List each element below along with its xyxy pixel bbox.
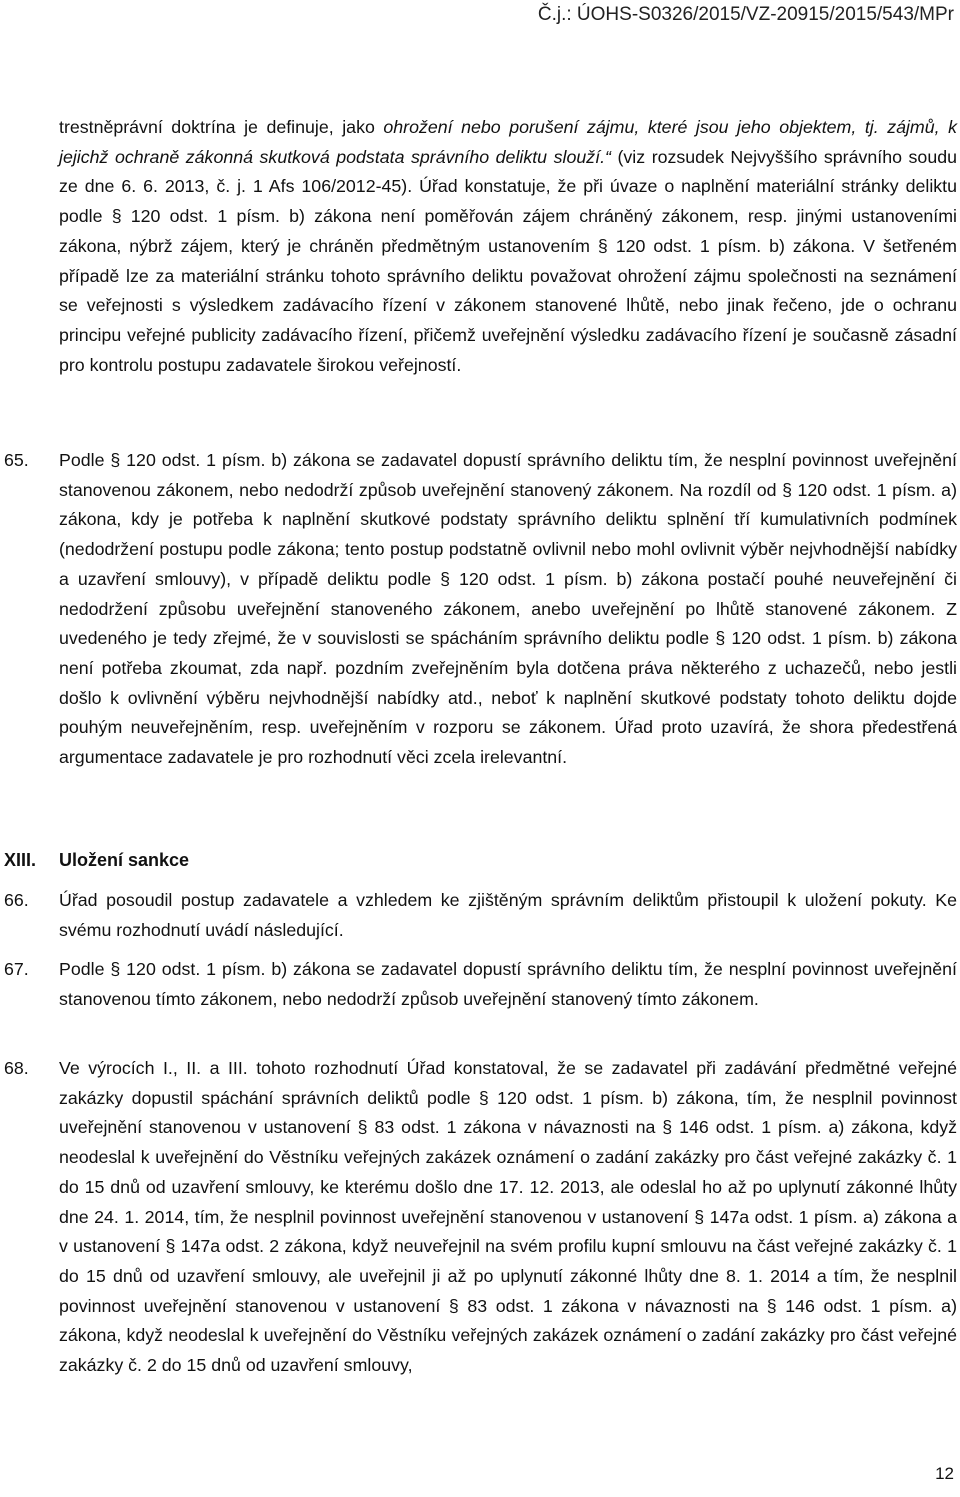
page-number: 12 xyxy=(935,1464,954,1483)
section-number: XIII. xyxy=(4,850,37,870)
paragraph-68: Ve výrocích I., II. a III. tohoto rozhodnutí Úřad konstatoval, že se zadavatel při zadávání předmětné veřejné zakázky dopustil spáchání správních deliktů podle § 120 odst. 1 písm. b) zákona, tím, že nesplnil povinnost uveřejnění stanovenou v ustanovení § 83 odst. 1 zákona v návaznosti na § 146 odst. 1 písm. a) zákona, když neodeslal k uveřejnění do Věstníku veřejných zakázek oznámení o zadání zakázky pro část veřejné zakázky č. 1 do 15 dnů od uzavření smlouvy, ke kterému došlo dne 17. 12. 2013, ale odeslal ho až po uplynutí zákonné lhůty dne 24. 1. 2014, tím, že nesplnil povinnost uveřejnění stanovenou v ustanovení § 147a odst. 1 písm. a) zákona a v ustanovení § 147a odst. 2 zákona, když neuveřejnil na svém profilu kupní smlouvu na část veřejné zakázky č. 1 do 15 dnů od uzavření smlouvy, ale uveřejnil ji až po uplynutí zákonné lhůty dne 8. 1. 2014 a tím, že nesplnil povinnost uveřejnění stanovenou v ustanovení § 83 odst. 1 zákona v návaznosti na § 146 odst. 1 písm. a) zákona, když neodeslal k uveřejnění do Věstníku veřejných zakázek oznámení o zadání zakázky pro část veřejné zakázky č. 2 do 15 dnů od uzavření smlouvy, xyxy=(59,1058,957,1376)
paragraph-66: Úřad posoudil postup zadavatele a vzhledem ke zjištěným správním deliktům přistoupil k uložení pokuty. Ke svému rozhodnutí uvádí následující. xyxy=(59,890,957,940)
continuation-paragraph xyxy=(59,113,957,380)
paragraph-67: Podle § 120 odst. 1 písm. b) zákona se zadavatel dopustí správního deliktu tím, že nesplní povinnost uveřejnění stanovenou tímto zákonem, nebo nedodrží způsob uveřejnění stanovený tímto zákonem. xyxy=(59,959,957,1009)
paragraph-number-67: 67. xyxy=(4,959,29,979)
paragraph-65: Podle § 120 odst. 1 písm. b) zákona se zadavatel dopustí správního deliktu tím, že nesplní povinnost uveřejnění stanovenou zákonem, nebo nedodrží způsob uveřejnění stanovený zákonem. Na rozdíl od § 120 odst. 1 písm. a) zákona, kdy je potřeba k naplnění skutkové podstaty správního deliktu splnění tří kumulativních podmínek (nedodržení postupu podle zákona; tento postup podstatně ovlivnil nebo mohl ovlivnit výběr nejvhodnější nabídky a uzavření smlouvy), v případě deliktu podle § 120 odst. 1 písm. b) zákona postačí pouhé neuveřejnění či nedodržení způsobu uveřejnění stanoveného zákonem, anebo uveřejnění po lhůtě stanovené zákonem. Z uvedeného je tedy zřejmé, že v souvislosti se spácháním správního deliktu podle § 120 odst. 1 písm. b) zákona není potřeba zkoumat, zda např. pozdním zveřejněním byla dotčena práva některého z uchazečů, nebo jestli došlo k ovlivnění výběru nejvhodnější nabídky atd., neboť k naplnění skutkové podstaty tohoto deliktu dojde pouhým neuveřejněním, resp. uveřejněním v rozporu se zákonem. Úřad proto uzavírá, že shora předestřená argumentace zadavatele je pro rozhodnutí věci zcela irelevantní. xyxy=(59,450,957,768)
paragraph-number-68: 68. xyxy=(4,1058,29,1078)
document-reference: Č.j.: ÚOHS-S0326/2015/VZ-20915/2015/543/MPr xyxy=(537,4,954,25)
continuation-text-before: trestněprávní doktrína je definuje, jako xyxy=(59,117,384,137)
continuation-text-after: (viz rozsudek Nejvyššího správního soudu ze dne 6. 6. 2013, č. j. 1 Afs 106/2012-45). Úřad konstatuje, že při úvaze o naplnění materiální stránky deliktu podle § 120 odst. 1 písm. b) zákona není poměřován zájem chráněný zákonem, resp. jinými ustanoveními zákona, nýbrž zájem, který je chráněn předmětným ustanovením § 120 odst. 1 písm. b) zákona. V šetřeném případě lze za materiální stránku tohoto správního deliktu považovat ohrožení zájmu společnosti na seznámení se veřejnosti s výsledkem zadávacího řízení v zákonem stanovené lhůtě, nebo jinak řečeno, jde o ochranu principu veřejné publicity zadávacího řízení, přičemž uveřejnění výsledku zadávacího řízení je současně zásadní pro kontrolu postupu zadavatele širokou veřejností. xyxy=(59,146,957,375)
paragraph-number-66: 66. xyxy=(4,890,29,910)
continuation-italic-quote: ohrožení nebo porušení zájmu, které jsou jeho objektem, tj. zájmů, k jejichž ochraně zákonná skutková podstata správního deliktu slouží.“ xyxy=(59,117,957,167)
section-title: Uložení sankce xyxy=(59,850,190,870)
paragraph-number-65: 65. xyxy=(4,450,29,470)
